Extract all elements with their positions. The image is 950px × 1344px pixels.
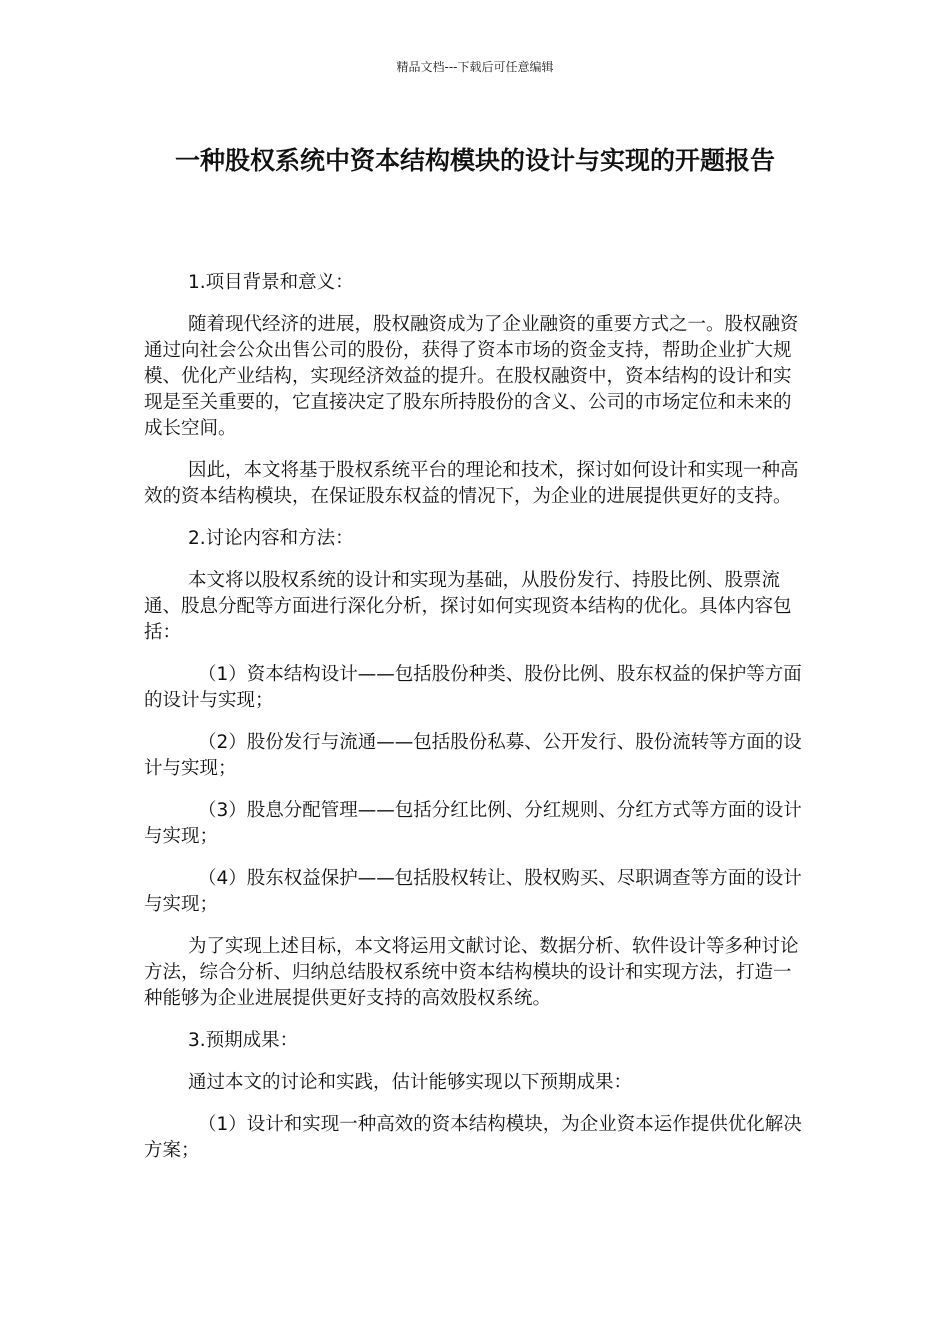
list-item: （4）股东权益保护——包括股权转让、股权购买、尽职调查等方面的设计与实现； [144, 868, 802, 915]
paragraph: 因此，本文将基于股权系统平台的理论和技术，探讨如何设计和实现一种高效的资本结构模块，在保证股东权益的情况下，为企业的进展提供更好的支持。 [144, 460, 799, 507]
list-item: （1）设计和实现一种高效的资本结构模块，为企业资本运作提供优化解决方案； [144, 1114, 802, 1161]
list-item: （3）股息分配管理——包括分红比例、分红规则、分红方式等方面的设计与实现； [144, 800, 802, 847]
paragraph: 为了实现上述目标，本文将运用文献讨论、数据分析、软件设计等多种讨论方法，综合分析、归纳总结股权系统中资本结构模块的设计和实现方法，打造一种能够为企业进展提供更好支持的高效股权系统。 [144, 936, 799, 1009]
paragraph: 通过本文的讨论和实践，估计能够实现以下预期成果： [188, 1072, 633, 1093]
section-heading-expected-results: 3.预期成果： [188, 1030, 299, 1051]
header-note: 精品文档---下载后可任意编辑 [396, 60, 554, 74]
document-title: 一种股权系统中资本结构模块的设计与实现的开题报告 [174, 146, 775, 175]
paragraph: 随着现代经济的进展，股权融资成为了企业融资的重要方式之一。股权融资通过向社会公众出售公司的股份，获得了资本市场的资金支持，帮助企业扩大规模、优化产业结构，实现经济效益的提升。在股权融资中，资本结构的设计和实现是至关重要的，它直接决定了股东所持股份的含义、公司的市场定位和未来的成长空间。 [144, 314, 799, 439]
section-heading-content-method: 2.讨论内容和方法： [188, 528, 354, 549]
document-body [144, 270, 808, 1180]
section-heading-background: 1.项目背景和意义： [188, 272, 354, 293]
paragraph: 本文将以股权系统的设计和实现为基础，从股份发行、持股比例、股票流通、股息分配等方面进行深化分析，探讨如何实现资本结构的优化。具体内容包括： [144, 570, 792, 643]
list-item: （1）资本结构设计——包括股份种类、股份比例、股东权益的保护等方面的设计与实现； [144, 664, 802, 711]
list-item: （2）股份发行与流通——包括股份私募、公开发行、股份流转等方面的设计与实现； [144, 732, 802, 779]
